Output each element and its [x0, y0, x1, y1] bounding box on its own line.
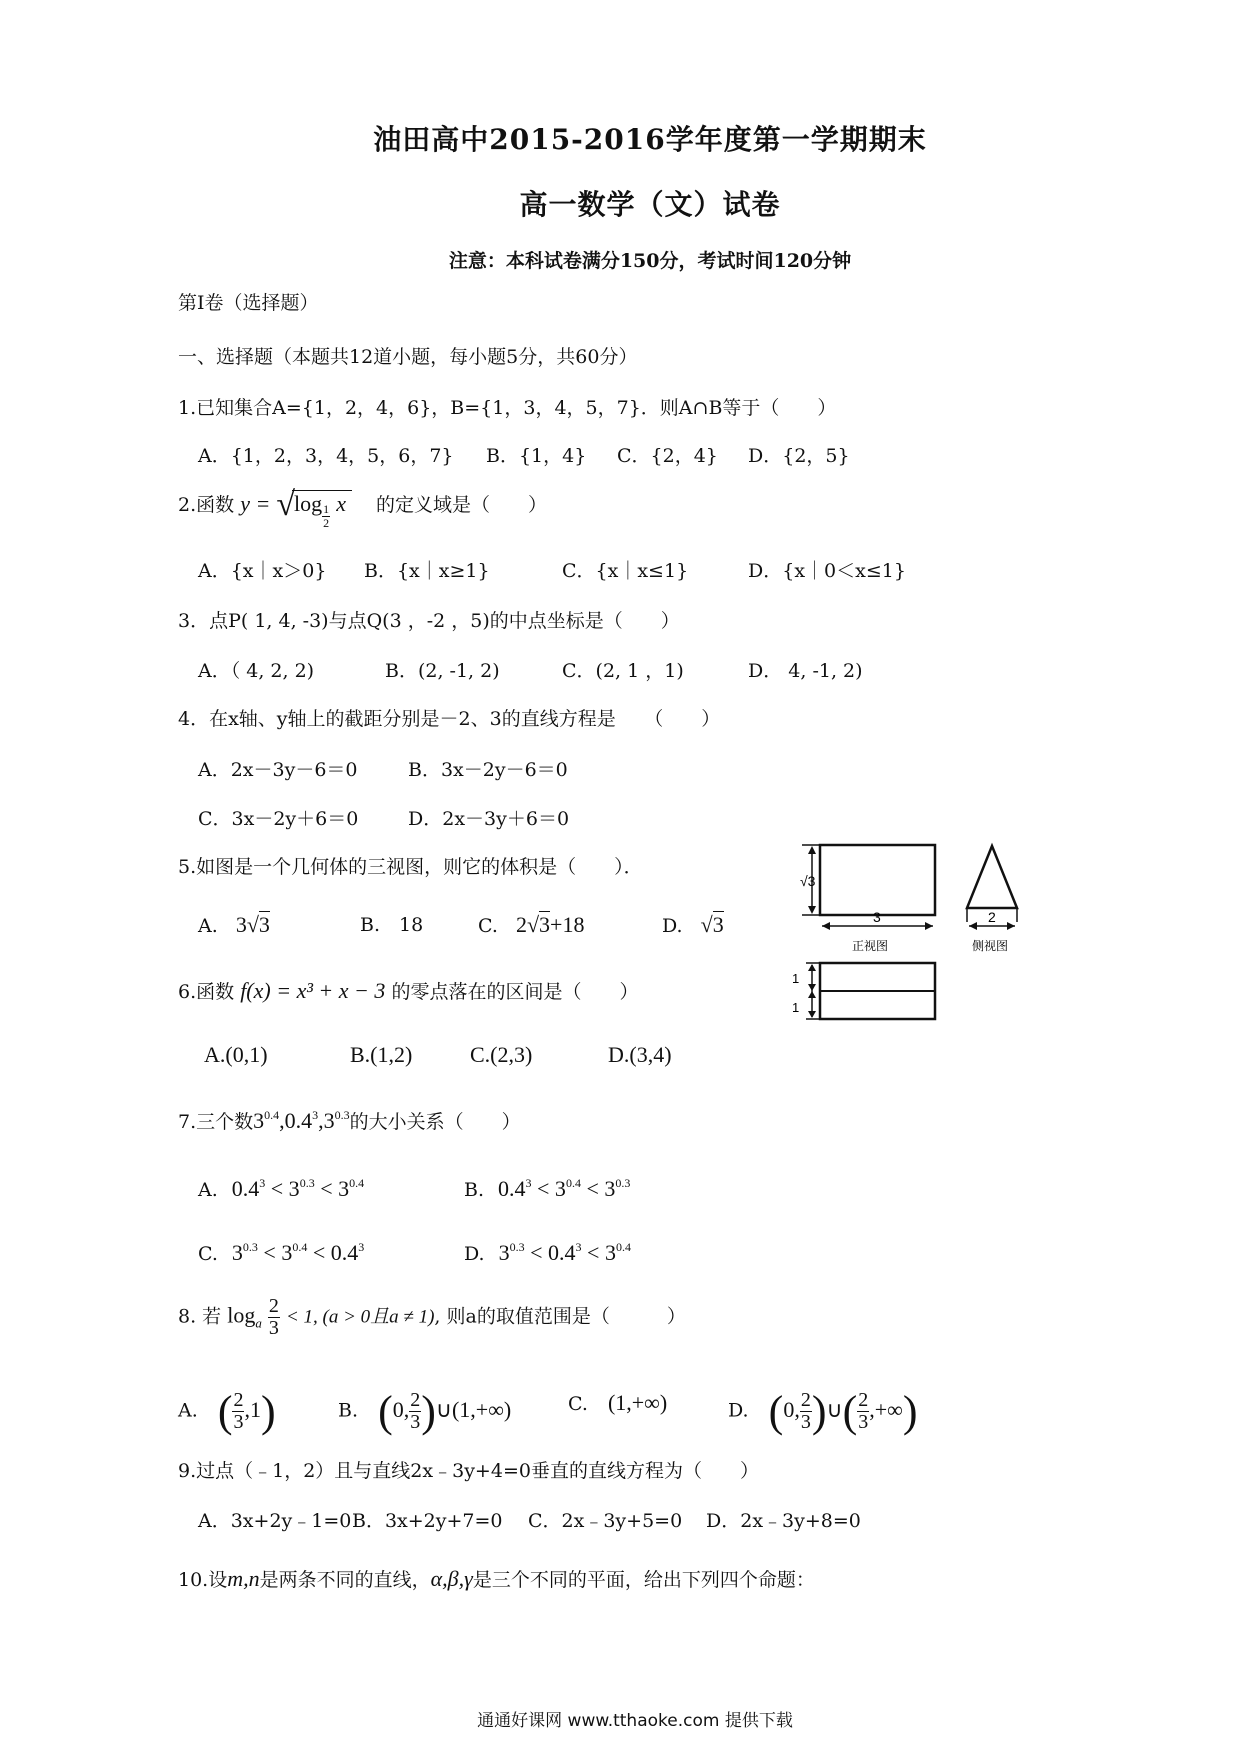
top-h2-label: 1	[792, 1000, 800, 1015]
front-view-caption: 正视图	[852, 939, 889, 953]
q1-option-b: B．{1，4}	[486, 445, 587, 467]
q8-fraction: $\frac{2}{3}$	[268, 1295, 279, 1339]
q6-option-c: C.(2,3)	[470, 1042, 533, 1067]
q2-radicand	[292, 490, 352, 530]
q4-option-c: C．3x－2y＋6＝0	[198, 808, 359, 830]
front-width-label: 3	[873, 909, 881, 925]
q7-numbers: $3^{0.4},0.4^3,3^{0.3}$	[253, 1108, 350, 1133]
q2-option-b: B．{x｜x≥1}	[364, 560, 490, 582]
q1-option-a: A．{1，2，3，4，5，6，7}	[198, 445, 454, 467]
radical-icon: √	[246, 912, 259, 937]
q4-option-d: D．2x－3y＋6＝0	[408, 808, 570, 830]
page-title: 油田高中2015-2016学年度第一学期期末	[373, 123, 927, 156]
q3-option-a: A．（ 4, 2, 2)	[198, 660, 315, 682]
q3-option-d: D． 4, -1, 2)	[748, 660, 863, 682]
q2-suffix: 的定义域是（ ）	[376, 494, 548, 516]
q3-option-b: B．(2, -1, 2)	[385, 660, 500, 682]
q2-lhs: y =	[240, 491, 271, 516]
q6-formula: f(x) = x³ + x − 3	[240, 978, 386, 1003]
section-heading: 一、选择题（本题共12道小题，每小题5分，共60分）	[178, 346, 638, 368]
q2-option-a: A．{x｜x＞0}	[198, 560, 327, 582]
q8-option-c: C. (1,+∞)	[568, 1390, 668, 1415]
q5-option-a: A. 3√3	[198, 912, 270, 937]
side-width-label: 2	[988, 909, 996, 925]
q9-option-d: D．2x﹣3y+8=0	[706, 1510, 861, 1532]
q1-option-d: D．{2，5}	[748, 445, 850, 467]
q5-option-b: B. 18	[360, 914, 424, 936]
radical-icon: √	[700, 912, 713, 937]
q9-option-b: B．3x+2y+7=0	[352, 1510, 503, 1532]
q4-option-b: B．3x－2y－6＝0	[408, 759, 568, 781]
q3-stem: 3．点P( 1, 4, -3)与点Q(3 ，-2 ，5)的中点坐标是（ ）	[178, 610, 680, 632]
q8-option-d: D. (0, $\frac{2}{3}$ )∪( $\frac{2}{3}$ ,+∞)	[728, 1386, 918, 1436]
front-height-label: √3	[800, 873, 816, 889]
q3-option-c: C．(2, 1 ，1)	[562, 660, 684, 682]
q2-prefix: 2.函数	[178, 494, 235, 516]
q7-option-a: A. $0.4^3 < 3^{0.3} < 3^{0.4}$	[198, 1176, 365, 1201]
q5-stem: 5.如图是一个几何体的三视图，则它的体积是（ ）．	[178, 856, 643, 878]
q2-log: log	[294, 491, 323, 516]
q8-option-b: B. (0, $\frac{2}{3}$ )∪(1,+∞)	[338, 1386, 512, 1436]
q6-option-a: A.(0,1)	[204, 1042, 268, 1067]
q2-log-base: $\frac{1}{2}$	[323, 502, 330, 530]
q7-stem: 7.三个数$3^{0.4},0.4^3,3^{0.3}$的大小关系（ ）	[178, 1108, 521, 1133]
front-view-rect	[820, 845, 935, 915]
three-view-figure	[780, 840, 1050, 1040]
q9-option-c: C．2x﹣3y+5=0	[528, 1510, 683, 1532]
q7-option-b: B. $0.4^3 < 3^{0.4} < 3^{0.3}$	[464, 1176, 631, 1201]
side-view-triangle	[967, 846, 1017, 908]
radical-icon: √	[276, 486, 296, 523]
q1-option-c: C．{2，4}	[617, 445, 718, 467]
q8-stem: 8. 若 $\log_a$ $\frac{2}{3}$ < 1, (a > 0且a ≠ 1), 则a的取值范围是（ ）	[178, 1295, 686, 1339]
q7-option-c: C. $3^{0.3} < 3^{0.4} < 0.4^3$	[198, 1240, 365, 1265]
q6-option-b: B.(1,2)	[350, 1042, 413, 1067]
q2-var: x	[336, 491, 346, 516]
q7-option-d: D. $3^{0.3} < 0.4^3 < 3^{0.4}$	[464, 1240, 631, 1265]
q8-option-a: A. ( $\frac{2}{3}$ ,1)	[178, 1386, 276, 1436]
q9-option-a: A．3x+2y﹣1=0	[198, 1510, 352, 1532]
part-label: 第Ⅰ卷（选择题）	[178, 292, 319, 314]
top-h1-label: 1	[792, 971, 800, 986]
side-view-caption: 侧视图	[972, 939, 1009, 953]
q4-stem: 4．在x轴、y轴上的截距分别是－2、3的直线方程是 （ ）	[178, 708, 721, 730]
q2-stem	[178, 486, 548, 530]
q4-option-a: A．2x－3y－6＝0	[198, 759, 358, 781]
q2-option-d: D．{x｜0＜x≤1}	[748, 560, 906, 582]
page-footer: 通通好课网 www.tthaoke.com 提供下载	[477, 1711, 793, 1731]
q5-option-c: C. 2√3+18	[478, 912, 585, 937]
q1-stem: 1.已知集合A={1，2，4，6}，B={1，3，4，5，7}．则A∩B等于（ ）	[178, 397, 837, 419]
q10-stem: 10.设m,n是两条不同的直线，α,β,γ是三个不同的平面，给出下列四个命题：	[178, 1566, 815, 1591]
radical-icon: √	[526, 912, 540, 937]
exam-notice: 注意：本科试卷满分150分，考试时间120分钟	[448, 250, 852, 272]
q9-stem: 9.过点（﹣1，2）且与直线2x﹣3y+4=0垂直的直线方程为（ ）	[178, 1460, 759, 1482]
q6-option-d: D.(3,4)	[608, 1042, 672, 1067]
q6-stem: 6.函数 f(x) = x³ + x − 3 的零点落在的区间是（ ）	[178, 978, 639, 1003]
q2-option-c: C．{x｜x≤1}	[562, 560, 689, 582]
q5-option-d: D. √3	[662, 912, 724, 937]
page-subtitle: 高一数学（文）试卷	[519, 188, 781, 221]
